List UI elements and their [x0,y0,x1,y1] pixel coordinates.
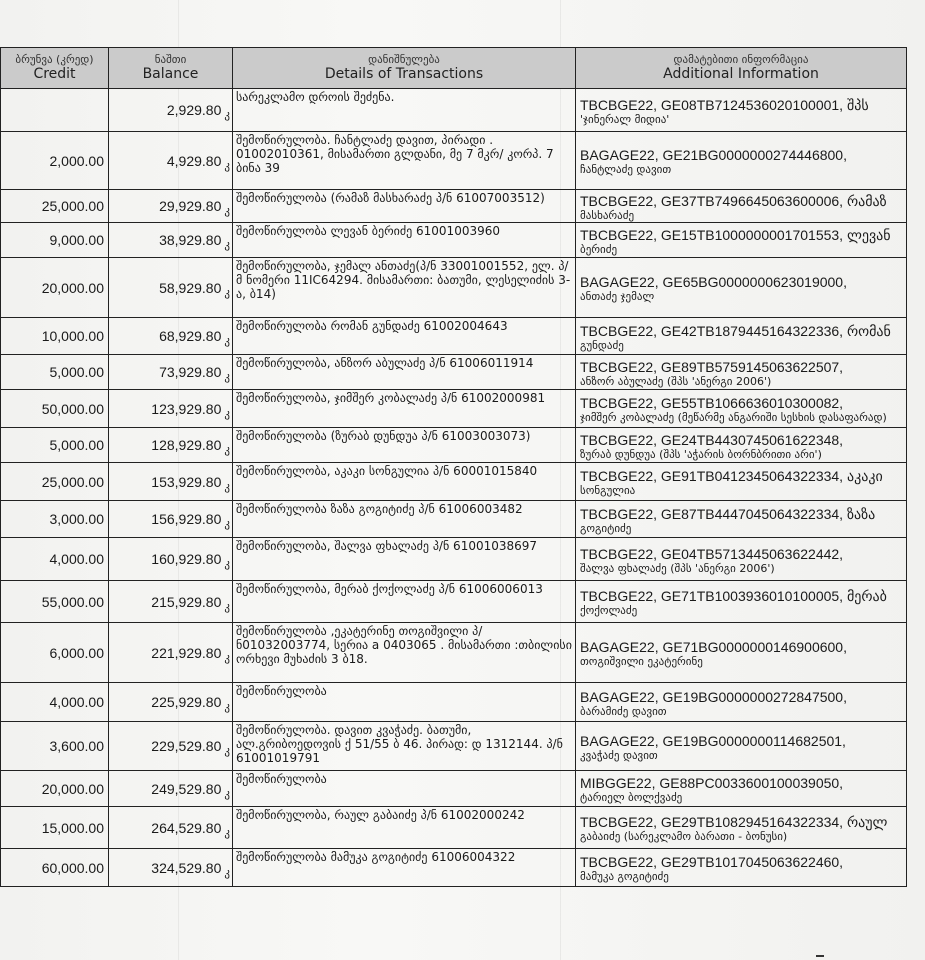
bank-account-code: TBCBGE22, GE04TB5713445063622442, [580,545,844,562]
balance-cell: 2,929.80 $_კ$ [109,89,233,132]
bank-account-code: BAGAGE22, GE65BG0000000623019000, [580,274,847,290]
bank-account-code: TBCBGE22, GE71TB1003936010100005, მერაბ [580,588,887,604]
account-holder-name: ბერიძე [580,242,618,256]
additional-info-cell [576,538,907,581]
account-holder-name: თოგიშვილი ეკატერინე [580,655,703,668]
details-cell: შემოწირულობა, ჯიმშერ კობალაძე პ/ნ 61002000981 [233,390,576,428]
details-cell: შემოწირულობა მამუკა გოგიტიძე 61006004322 [233,849,576,887]
header-additional-info: დამატებითი ინფორმაცია Additional Information [576,48,907,89]
balance-cell: 215,929.80 $_კ$ [109,581,233,623]
credit-cell: 25,000.00 [1,463,109,501]
balance-cell: 229,529.80 $_კ$ [109,722,233,771]
balance-cell: 38,929.80 $_კ$ [109,223,233,258]
bank-account-code: TBCBGE22, GE15TB1000000001701553, ლევან [580,226,891,243]
details-cell: შემოწირულობა, შალვა ფხალაძე პ/ნ 61001038697 [233,538,576,581]
credit-cell: 25,000.00 [1,190,109,223]
currency-symbol: კ [224,826,230,839]
account-holder-name: სონგულია [580,484,636,497]
table-row [1,355,907,390]
bank-account-code: TBCBGE22, GE24TB4430745061622348, [580,431,844,448]
credit-cell: 3,000.00 [1,501,109,538]
account-holder-name: მამუკა გოგიტიძე [580,870,669,883]
account-holder-name: ჩანტლაძე დავით [580,163,672,176]
bank-account-code: TBCBGE22, GE55TB1066636010300082, [580,395,844,411]
additional-info-cell [576,428,907,463]
account-holder-name: ანთაძე ჯემალ [580,290,655,303]
bank-account-code: BAGAGE22, GE19BG0000000272847500, [580,688,847,705]
table-row [1,849,907,887]
balance-cell: 324,529.80 $_კ$ [109,849,233,887]
balance-cell: 29,929.80 $_კ$ [109,190,233,223]
bank-account-code: TBCBGE22, GE89TB5759145063622507, [580,358,844,375]
additional-info-cell [576,683,907,722]
balance-cell: 58,929.80 $_კ$ [109,258,233,318]
details-cell: შემოწირულობა [233,683,576,722]
bank-account-code: MIBGGE22, GE88PC0033600100039050, [580,775,844,791]
credit-cell: 20,000.00 [1,258,109,318]
credit-cell: 5,000.00 [1,428,109,463]
table-row [1,623,907,683]
details-cell: სარეკლამო დროის შეძენა. [233,89,576,132]
table-header-row [1,48,907,89]
details-cell: შემოწირულობა, მერაბ ქოქოლაძე პ/ნ 61006006013 [233,581,576,623]
details-cell: შემოწირულობა, ჯემალ ანთაძე(პ/ნ 33001001552, ელ. პ/მ ნომერი 11IC64294. მისამართი: ბათუმი, ლესელიძის 3-ა, ბ14) [233,258,576,318]
details-cell: შემოწირულობა, ანზორ აბულაძე პ/ნ 61006011914 [233,355,576,390]
table-row [1,771,907,807]
details-cell: შემოწირულობა ,ეკატერინე თოგიშვილი პ/ნ01032003774, სერია a 0403065 . მისამართი :თბილისი ორხევი მუხაძის 3 ბ18. [233,623,576,683]
bank-account-code: TBCBGE22, GE91TB0412345064322334, აკაკი [580,468,883,484]
currency-symbol: კ [224,701,230,713]
account-holder-name: გუნდაძე [580,338,624,352]
additional-info-cell [576,623,907,683]
balance-cell: 4,929.80 $_კ$ [109,132,233,190]
bank-account-code: BAGAGE22, GE71BG0000000146900600, [580,639,847,655]
account-holder-name: ჯიმშერ კობალაძე (მეწარმე ანგარიში სესხის დასაფარად) [580,411,887,424]
header-balance: ნაშთი Balance [109,48,233,89]
additional-info-cell [576,722,907,771]
additional-info-cell [576,771,907,807]
credit-cell: 60,000.00 [1,849,109,887]
table-row [1,463,907,501]
table-row [1,807,907,849]
additional-info-cell [576,258,907,318]
credit-cell: 20,000.00 [1,771,109,807]
credit-cell: 2,000.00 [1,132,109,190]
balance-cell: 225,929.80 $_კ$ [109,683,233,722]
details-cell: შემოწირულობა ლევან ბერიძე 61001003960 [233,223,576,258]
credit-cell [1,89,109,132]
currency-symbol: კ [224,109,230,121]
details-cell: შემოწირულობა. დავით კვაჭაძე. ბათუმი, ალ.გრიბოედოვის ქ 51/55 ბ 46. პირად: დ 1312144. პ/ნ 61001019791 [233,722,576,771]
additional-info-cell [576,390,907,428]
credit-cell: 10,000.00 [1,318,109,355]
currency-symbol: კ [224,371,230,383]
account-holder-name: გოგიტიძე [580,521,632,535]
credit-cell: 15,000.00 [1,807,109,849]
credit-cell: 5,000.00 [1,355,109,390]
table-row [1,428,907,463]
bank-account-code: BAGAGE22, GE21BG0000000274446800, [580,147,847,163]
transactions-table [0,47,907,887]
table-row [1,258,907,318]
table-row [1,581,907,623]
header-details: დანიშნულება Details of Transactions [233,48,576,89]
table-row [1,722,907,771]
bank-account-code: TBCBGE22, GE29TB1082945164322334, რაულ [580,814,888,830]
currency-symbol: კ [224,205,230,217]
balance-cell: 73,929.80 $_კ$ [109,355,233,390]
additional-info-cell [576,807,907,849]
details-cell: შემოწირულობა, აკაკი სონგულია პ/ნ 60001015840 [233,463,576,501]
account-holder-name: გაბაიძე (სარეკლამო ბარათი - ბონუსი) [580,830,788,843]
details-cell: შემოწირულობა ზაზა გოგიტიძე პ/ნ 61006003482 [233,501,576,538]
credit-cell: 3,600.00 [1,722,109,771]
account-holder-name: ანზორ აბულაძე (შპს 'ანერგი 2006') [580,374,772,388]
currency-symbol: კ [224,518,230,530]
table-row [1,538,907,581]
additional-info-cell [576,132,907,190]
account-holder-name: კვაჭაძე დავით [580,748,658,762]
currency-symbol: კ [224,480,230,493]
account-holder-name: მასხარაძე [580,208,635,222]
additional-info-cell [576,501,907,538]
currency-symbol: კ [224,286,230,299]
credit-cell: 55,000.00 [1,581,109,623]
account-holder-name: ბარამიძე დავით [580,704,667,718]
details-cell: შემოწირულობა. ჩანტლაძე დავით, პირადი . 01002010361, მისამართი გლდანი, მე 7 მკრ/ კორპ. 7 ბინა 39 [233,132,576,190]
table-row [1,132,907,190]
balance-cell: 221,929.80 $_კ$ [109,623,233,683]
table-row [1,683,907,722]
currency-symbol: კ [224,159,230,172]
additional-info-cell [576,223,907,258]
currency-symbol: კ [224,600,230,613]
table-body [1,89,907,887]
table-row [1,89,907,132]
details-cell: შემოწირულობა (რამაზ მასხარაძე პ/ნ 61007003512) [233,190,576,223]
table-row [1,318,907,355]
currency-symbol: კ [224,444,230,456]
balance-cell: 128,929.80 $_კ$ [109,428,233,463]
balance-cell: 153,929.80 $_კ$ [109,463,233,501]
details-cell: შემოწირულობა, რაულ გაბაიძე პ/ნ 61002000242 [233,807,576,849]
table-row [1,501,907,538]
account-holder-name: 'ჯინერალ მიდია' [580,112,670,126]
additional-info-cell [576,318,907,355]
table-row [1,390,907,428]
bank-account-code: TBCBGE22, GE42TB1879445164322336, რომან [580,322,891,339]
currency-symbol: კ [224,407,230,420]
account-holder-name: ტარიელ ბოლქვაძე [580,791,683,804]
details-cell: შემოწირულობა რომან გუნდაძე 61002004643 [233,318,576,355]
credit-cell: 4,000.00 [1,538,109,581]
balance-cell: 160,929.80 $_კ$ [109,538,233,581]
additional-info-cell [576,355,907,390]
details-cell: შემოწირულობა [233,771,576,807]
credit-cell: 9,000.00 [1,223,109,258]
table-row [1,223,907,258]
account-holder-name: შალვა ფხალაძე (შპს 'ანერგი 2006') [580,561,775,575]
details-cell: შემოწირულობა (ზურაბ დუნდუა პ/ნ 61003003073) [233,428,576,463]
balance-cell: 249,529.80 $_კ$ [109,771,233,807]
additional-info-cell [576,463,907,501]
balance-cell: 156,929.80 $_კ$ [109,501,233,538]
bank-account-code: TBCBGE22, GE29TB1017045063622460, [580,854,844,870]
page-mark [816,955,824,957]
credit-cell: 6,000.00 [1,623,109,683]
additional-info-cell [576,89,907,132]
currency-symbol: კ [224,335,230,347]
balance-cell: 68,929.80 $_კ$ [109,318,233,355]
balance-cell: 264,529.80 $_კ$ [109,807,233,849]
account-holder-name: ზურაბ დუნდუა (შპს 'აჭარის ბორნბრითი არი') [580,447,822,461]
additional-info-cell [576,581,907,623]
currency-symbol: კ [224,651,230,664]
credit-cell: 4,000.00 [1,683,109,722]
table-row [1,190,907,223]
bank-account-code: TBCBGE22, GE87TB4447045064322334, ზაზა [580,505,876,522]
currency-symbol: კ [224,558,230,570]
balance-cell: 123,929.80 $_კ$ [109,390,233,428]
bank-account-code: BAGAGE22, GE19BG0000000114682501, [580,732,846,749]
header-credit: ბრუნვა (კრედ) Credit [1,48,109,89]
additional-info-cell [576,190,907,223]
bank-account-code: TBCBGE22, GE08TB7124536020100001, შპს [580,96,869,113]
currency-symbol: კ [224,866,230,879]
additional-info-cell [576,849,907,887]
credit-cell: 50,000.00 [1,390,109,428]
currency-symbol: კ [224,239,230,251]
account-holder-name: ქოქოლაძე [580,604,638,617]
currency-symbol: კ [224,745,230,757]
bank-account-code: TBCBGE22, GE37TB7496645063600006, რამაზ [580,192,887,209]
currency-symbol: კ [224,787,230,800]
